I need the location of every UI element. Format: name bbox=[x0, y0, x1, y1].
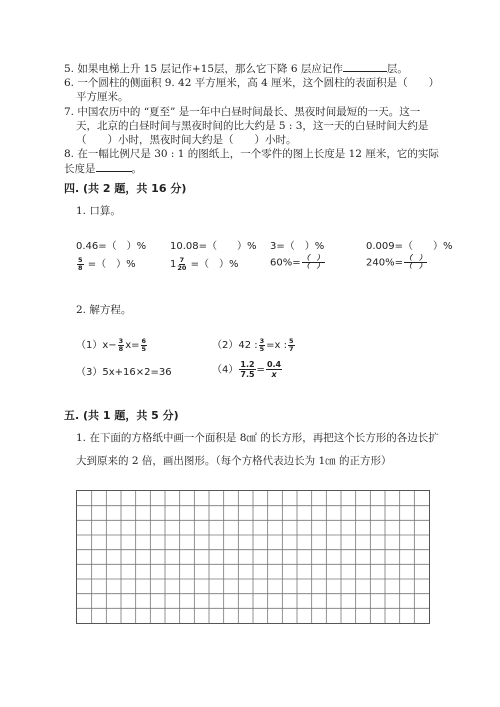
denominator: 7 bbox=[289, 344, 294, 353]
answer-blank[interactable] bbox=[96, 162, 132, 172]
numerator: 6 bbox=[141, 336, 147, 345]
eq-pre: （4） bbox=[212, 364, 239, 376]
oral-calc-label: 1. 口算。 bbox=[76, 205, 121, 217]
paren-denominator[interactable]: （ ） bbox=[302, 262, 324, 270]
question-8-line2 bbox=[64, 162, 142, 176]
question-5 bbox=[64, 62, 408, 76]
section-5-question-line2: 大到原来的 2 倍，画出图形。（每个方格代表边长为 1㎝ 的正方形） bbox=[76, 455, 392, 467]
eq-mid: x= bbox=[125, 340, 140, 351]
denominator: 8 bbox=[78, 263, 83, 272]
eq-mid: =x : bbox=[266, 340, 288, 351]
calc-rest: =（ ）% bbox=[84, 259, 136, 270]
question-5-text: 5. 如果电梯上升 15 层记作+15层，那么它下降 6 层应记作 bbox=[64, 63, 343, 75]
equation-1 bbox=[76, 336, 148, 353]
denominator: 8 bbox=[118, 344, 124, 353]
paren-denominator[interactable]: （ ） bbox=[404, 262, 426, 270]
calc-item: 0.46=（ ）% bbox=[76, 241, 147, 252]
question-6-line2: 平方厘米。 bbox=[76, 91, 129, 103]
solve-equation-label: 2. 解方程。 bbox=[76, 304, 132, 316]
grid-lines bbox=[77, 491, 429, 623]
calc-item: 3=（ ）% bbox=[270, 241, 325, 252]
question-7-line3: （ ）小时，黑夜时间大约是（ ）小时。 bbox=[76, 134, 297, 146]
numerator: 5 bbox=[78, 255, 83, 264]
equation-4 bbox=[212, 360, 283, 379]
calc-rest: =（ ）% bbox=[187, 259, 239, 270]
section-4-title: 四. (共 2 题，共 16 分) bbox=[64, 182, 187, 195]
square-grid-paper[interactable] bbox=[76, 490, 430, 624]
denominator: 7.5 bbox=[240, 370, 255, 379]
denominator: x bbox=[271, 370, 277, 379]
paren-numerator[interactable]: （ ） bbox=[302, 254, 324, 262]
denominator: 5 bbox=[141, 344, 147, 353]
calc-item-fraction-a bbox=[76, 255, 136, 272]
question-7-line2: 天，北京的白昼时间与黑夜时间的比大约是 5 : 3，这一天的白昼时间大约是 bbox=[76, 120, 429, 132]
eq-pre: （1）x− bbox=[76, 340, 117, 351]
paren-numerator[interactable]: （ ） bbox=[404, 254, 426, 262]
calc-item: 0.009=（ ）% bbox=[366, 241, 453, 252]
calc-item: 10.08=（ ）% bbox=[170, 241, 257, 252]
calc-item-percent-d bbox=[366, 255, 428, 270]
numerator: 3 bbox=[259, 336, 265, 345]
equation-2 bbox=[212, 336, 296, 353]
whole-part: 1 bbox=[170, 259, 177, 270]
calc-left: 60%= bbox=[270, 257, 301, 269]
section-5-title: 五. (共 1 题，共 5 分) bbox=[64, 409, 179, 422]
calc-item-percent-c bbox=[270, 255, 326, 270]
numerator: 0.4 bbox=[266, 360, 282, 369]
question-6-line1: 6. 一个圆柱的侧面积 9. 42 平方厘米，高 4 厘米，这个圆柱的表面积是（ ） bbox=[64, 77, 440, 89]
question-8-tail: 。 bbox=[131, 163, 142, 175]
section-5-question-line1: 1. 在下面的方格纸中画一个面积是 8㎠ 的长方形，再把这个长方形的各边长扩 bbox=[76, 432, 439, 444]
numerator: 1.2 bbox=[240, 360, 255, 369]
question-5-tail: 层。 bbox=[386, 63, 408, 75]
question-8-line1: 8. 在一幅比例尺是 30 : 1 的图纸上，一个零件的图上长度是 12 厘米，它的实际 bbox=[64, 148, 439, 160]
denominator: 20 bbox=[177, 263, 187, 272]
question-8-text: 长度是 bbox=[64, 163, 96, 175]
calc-left: 240%= bbox=[366, 257, 403, 269]
equation-3: （3）5x+16×2=36 bbox=[76, 367, 172, 378]
numerator: 7 bbox=[179, 255, 185, 264]
numerator: 3 bbox=[118, 336, 124, 345]
answer-blank[interactable] bbox=[343, 62, 387, 72]
eq-mid: = bbox=[256, 364, 265, 376]
denominator: 5 bbox=[259, 344, 265, 353]
question-7-line1: 7. 中国农历中的 “夏至” 是一年中白昼时间最长、黑夜时间最短的一天。这一 bbox=[64, 106, 421, 118]
calc-item-fraction-b bbox=[170, 255, 238, 272]
numerator: 5 bbox=[289, 336, 294, 345]
eq-pre: （2）42 : bbox=[212, 340, 258, 351]
